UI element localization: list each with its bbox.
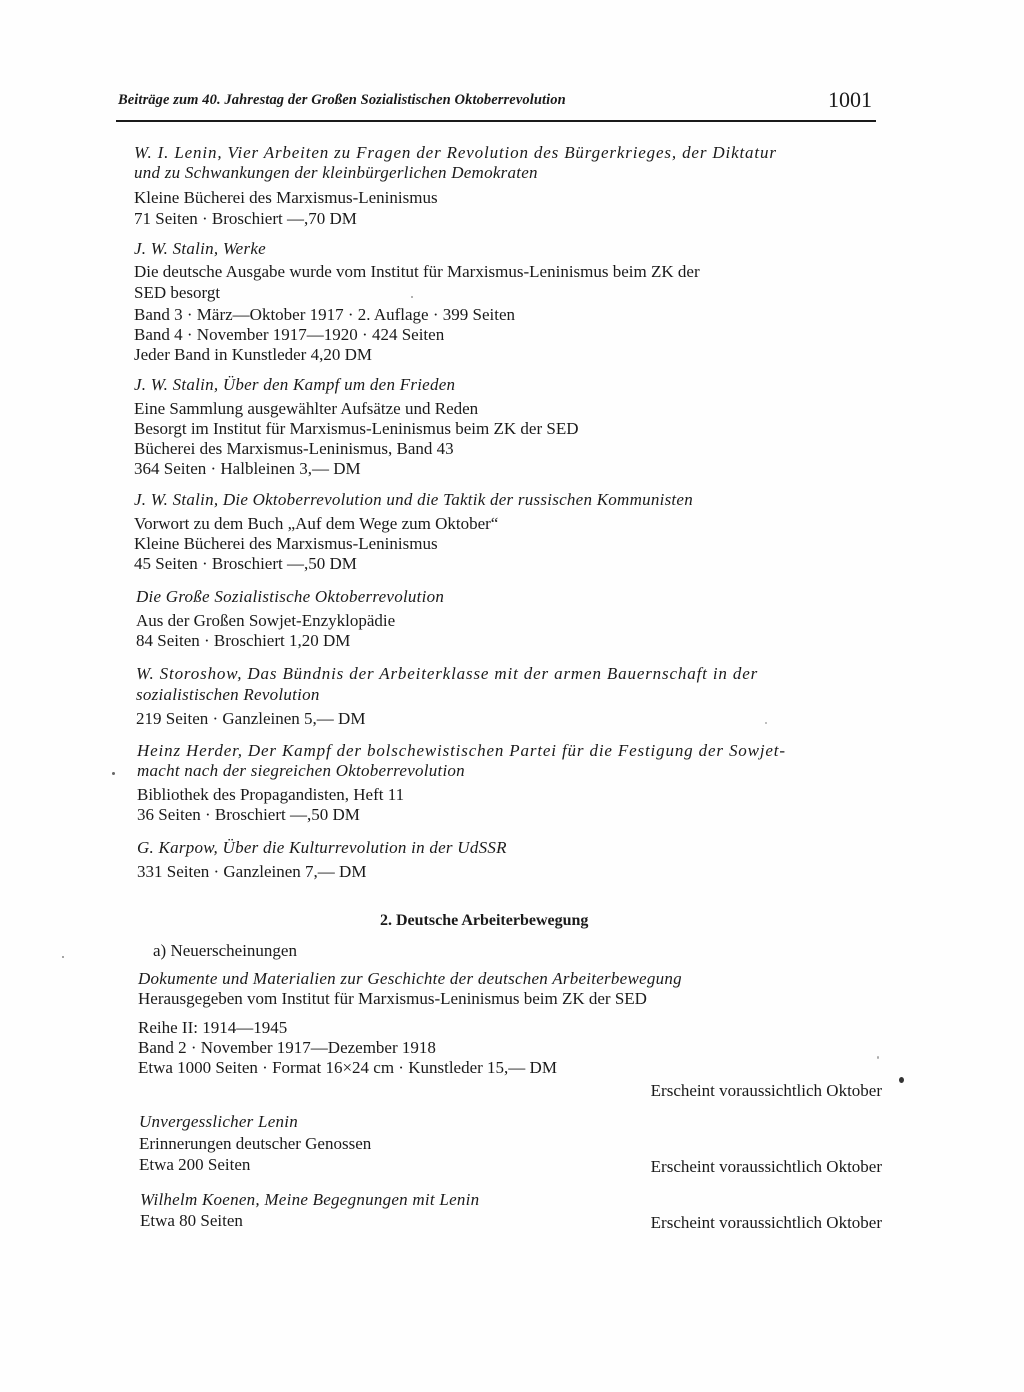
scan-speck (112, 772, 115, 775)
section-subheading: a) Neuerscheinungen (153, 941, 297, 960)
entry-detail: Reihe II: 1914—1945 (138, 1018, 288, 1037)
entry-detail: Band 4 · November 1917—1920 · 424 Seiten (134, 325, 445, 344)
entry-detail: Bücherei des Marxismus-Leninismus, Band 43 (134, 439, 454, 458)
entry-detail: Kleine Bücherei des Marxismus-Leninismus (134, 534, 438, 553)
entry-title: W. I. Lenin, Vier Arbeiten zu Fragen der Revolution des Bürgerkrieges, der Diktatur (134, 143, 777, 162)
entry-detail: Bibliothek des Propagandisten, Heft 11 (137, 785, 405, 804)
scan-speck (765, 722, 767, 724)
entry-detail: 364 Seiten · Halbleinen 3,— DM (134, 459, 361, 478)
entry-title: Die Große Sozialistische Oktoberrevolution (136, 587, 445, 606)
entry-detail: 71 Seiten · Broschiert —,70 DM (134, 209, 357, 228)
scan-speck (62, 956, 64, 958)
entry-detail: 36 Seiten · Broschiert —,50 DM (137, 805, 360, 824)
entry-title: J. W. Stalin, Die Oktoberrevolution und die Taktik der russischen Kommunisten (134, 490, 693, 509)
entry-title: Unvergesslicher Lenin (139, 1112, 299, 1131)
entry-detail: Die deutsche Ausgabe wurde vom Institut für Marxismus-Leninismus beim ZK der (134, 262, 700, 281)
entry-title: G. Karpow, Über die Kulturrevolution in der UdSSR (137, 838, 507, 857)
entry-title: J. W. Stalin, Werke (134, 239, 266, 258)
entry-detail: Eine Sammlung ausgewählter Aufsätze und Reden (134, 399, 479, 418)
page-number: 1001 (828, 87, 872, 112)
entry-detail: Kleine Bücherei des Marxismus-Leninismus (134, 188, 438, 207)
availability-note: Erscheint voraussichtlich Oktober (650, 1081, 882, 1100)
entry-detail: Etwa 200 Seiten (139, 1155, 251, 1174)
entry-detail: Etwa 1000 Seiten · Format 16×24 cm · Kunstleder 15,— DM (138, 1058, 557, 1077)
scan-speck (411, 296, 413, 298)
entry-title: macht nach der siegreichen Oktoberrevolution (137, 761, 465, 780)
entry-title: W. Storoshow, Das Bündnis der Arbeiterklasse mit der armen Bauernschaft in der (136, 664, 759, 683)
entry-title: J. W. Stalin, Über den Kampf um den Frieden (134, 375, 456, 394)
availability-note: Erscheint voraussichtlich Oktober (650, 1213, 882, 1232)
entry-title: Heinz Herder, Der Kampf der bolschewistischen Partei für die Festigung der Sowjet- (137, 741, 786, 760)
entry-detail: SED besorgt (134, 283, 221, 302)
entry-detail: Band 2 · November 1917—Dezember 1918 (138, 1038, 436, 1057)
entry-title: und zu Schwankungen der kleinbürgerlichen Demokraten (134, 163, 538, 182)
header-rule (116, 120, 876, 122)
running-title: Beiträge zum 40. Jahrestag der Großen Sozialistischen Oktoberrevolution (118, 92, 566, 108)
entry-detail: Jeder Band in Kunstleder 4,20 DM (134, 345, 372, 364)
entry-detail: Besorgt im Institut für Marxismus-Leninismus beim ZK der SED (134, 419, 579, 438)
entry-detail: Erinnerungen deutscher Genossen (139, 1134, 372, 1153)
section-heading: 2. Deutsche Arbeiterbewegung (380, 912, 589, 929)
entry-detail: Herausgegeben vom Institut für Marxismus-Leninismus beim ZK der SED (138, 989, 647, 1008)
entry-detail: 331 Seiten · Ganzleinen 7,— DM (137, 862, 367, 881)
entry-detail: Band 3 · März—Oktober 1917 · 2. Auflage · 399 Seiten (134, 305, 515, 324)
entry-title: Wilhelm Koenen, Meine Begegnungen mit Lenin (140, 1190, 480, 1209)
entry-detail: Aus der Großen Sowjet-Enzyklopädie (136, 611, 396, 630)
entry-title: sozialistischen Revolution (136, 685, 320, 704)
scan-speck (877, 1056, 879, 1059)
entry-detail: Etwa 80 Seiten (140, 1211, 243, 1230)
entry-title: Dokumente und Materialien zur Geschichte der deutschen Arbeiterbewegung (138, 969, 682, 988)
scan-speck (899, 1077, 904, 1083)
entry-detail: 219 Seiten · Ganzleinen 5,— DM (136, 709, 366, 728)
availability-note: Erscheint voraussichtlich Oktober (650, 1157, 882, 1176)
entry-detail: 45 Seiten · Broschiert —,50 DM (134, 554, 357, 573)
entry-detail: 84 Seiten · Broschiert 1,20 DM (136, 631, 351, 650)
entry-detail: Vorwort zu dem Buch „Auf dem Wege zum Oktober“ (134, 514, 499, 533)
